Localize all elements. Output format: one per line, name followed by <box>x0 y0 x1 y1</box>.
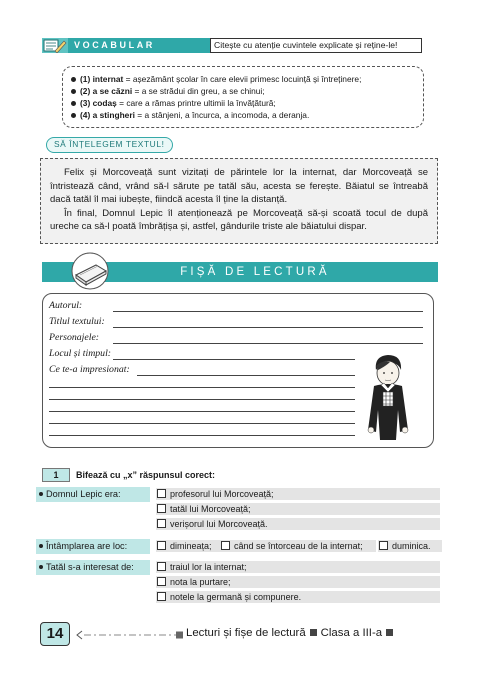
checkbox[interactable] <box>157 592 166 601</box>
characters-field[interactable] <box>113 343 423 344</box>
question-label: Tatăl s-a interesat de: <box>36 560 150 575</box>
checkbox[interactable] <box>157 577 166 586</box>
answer-option: tatăl lui Morcoveață; <box>156 503 440 515</box>
checkbox[interactable] <box>157 519 166 528</box>
checkbox[interactable] <box>379 541 388 550</box>
summary-text-box <box>40 158 438 244</box>
square-icon <box>310 629 317 636</box>
definition-item: (3) codaș = care a rămas printre ultimii la învățătură; <box>71 97 415 109</box>
footer-caption <box>186 626 397 640</box>
exercise-instruction: Bifează cu „x” răspunsul corect: <box>76 470 216 480</box>
vocabulary-tag: VOCABULAR <box>68 38 210 53</box>
checkbox[interactable] <box>157 541 166 550</box>
definitions-box <box>62 66 424 128</box>
boy-illustration <box>354 352 424 444</box>
impression-label: Ce te-a impresionat: <box>49 364 130 375</box>
answer-option: traiul lor la internat; <box>156 561 440 573</box>
bullet-icon <box>39 492 43 496</box>
checkbox[interactable] <box>221 541 230 550</box>
bullet-icon <box>39 544 43 548</box>
square-icon <box>386 629 393 636</box>
bullet-icon <box>39 565 43 569</box>
place-time-field[interactable] <box>113 359 355 360</box>
definition-item: (4) a stingheri = a stânjeni, a încurca, a incomoda, a deranja. <box>71 109 415 121</box>
author-label: Autorul: <box>49 300 83 311</box>
reading-sheet-title: FIȘĂ DE LECTURĂ <box>180 266 330 278</box>
title-field[interactable] <box>113 327 423 328</box>
question-label: Domnul Lepic era: <box>36 487 150 502</box>
vocabulary-instruction: Citește cu atenție cuvintele explicate și reține-le! <box>210 38 422 53</box>
answer-option: profesorul lui Morcoveață; <box>156 488 440 500</box>
book-icon <box>66 251 114 291</box>
writing-line[interactable] <box>49 423 355 424</box>
checkbox[interactable] <box>157 489 166 498</box>
pencil-icon <box>42 38 68 53</box>
title-label: Titlul textului: <box>49 316 105 327</box>
summary-paragraph: Felix și Morcoveață sunt vizitați de părintele lor la internat, dar Morcoveață se întristează când, vrând să-l sărute pe tatăl său, acesta se ferește. Băiatul se întreabă dacă tatăl îl mai iubește, fiindcă acesta îl ține la distanță. <box>50 167 428 206</box>
bullet-icon <box>71 113 76 118</box>
bullet-icon <box>71 77 76 82</box>
answer-option: nota la purtare; <box>156 576 440 588</box>
writing-line[interactable] <box>49 399 355 400</box>
question-label: Întâmplarea are loc: <box>36 539 150 554</box>
vocabulary-header <box>42 38 422 53</box>
author-field[interactable] <box>113 311 423 312</box>
place-time-label: Locul și timpul: <box>49 348 112 359</box>
answer-option: duminica. <box>378 540 442 552</box>
bullet-icon <box>71 101 76 106</box>
answer-option: verișorul lui Morcoveață. <box>156 518 440 530</box>
dash-dot-arrow-icon <box>76 628 184 640</box>
answer-option: dimineața; <box>156 540 220 552</box>
checkbox[interactable] <box>157 504 166 513</box>
impression-field[interactable] <box>137 375 355 376</box>
answer-option: când se întorceau de la internat; <box>220 540 376 552</box>
checkbox[interactable] <box>157 562 166 571</box>
writing-line[interactable] <box>49 435 355 436</box>
definition-item: (1) internat = așezământ școlar în care elevii primesc locuință și întreținere; <box>71 73 415 85</box>
exercise-number: 1 <box>42 468 70 482</box>
summary-paragraph: În final, Domnul Lepic îl atenționează pe Morcoveață să-și scoată tocul de după ureche ca să-l poată îmbrățișa și, astfel, gândurile triste ale băiatului dispar. <box>50 207 428 233</box>
bullet-icon <box>71 89 76 94</box>
comprehension-title: SĂ ÎNȚELEGEM TEXTUL! <box>46 137 173 153</box>
answer-option: notele la germană și compunere. <box>156 591 440 603</box>
definition-item: (2) a se căzni = a se strădui din greu, a se chinui; <box>71 85 415 97</box>
writing-line[interactable] <box>49 387 355 388</box>
footer-section: Lecturi și fișe de lectură <box>186 627 306 639</box>
characters-label: Personajele: <box>49 332 100 343</box>
writing-line[interactable] <box>49 411 355 412</box>
page-number: 14 <box>40 622 70 646</box>
footer-grade: Clasa a III-a <box>320 627 383 639</box>
